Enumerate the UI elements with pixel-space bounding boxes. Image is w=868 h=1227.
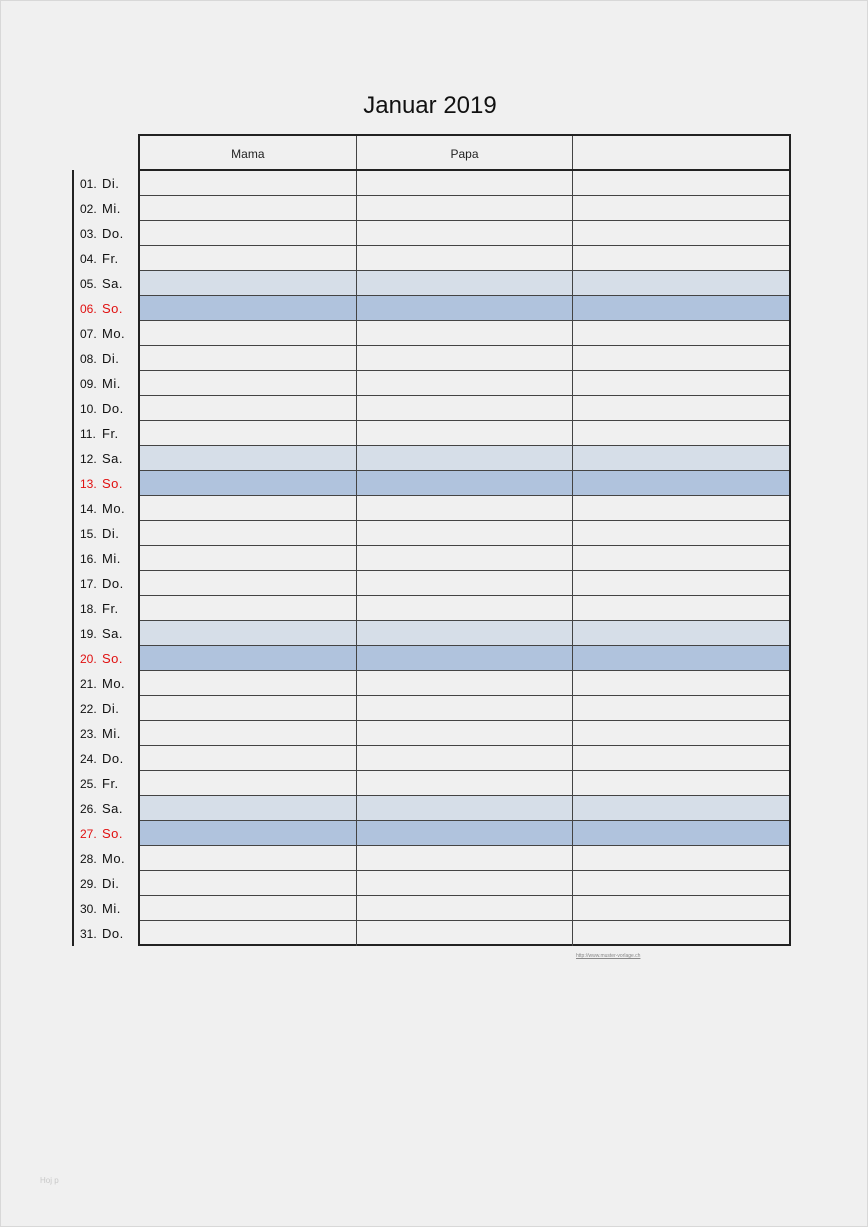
entry-cell[interactable] [357,421,574,445]
entry-cell[interactable] [140,496,357,520]
entry-cell[interactable] [140,571,357,595]
weekday-name: Do. [102,576,124,591]
entry-cell[interactable] [357,371,574,395]
calendar-row [140,546,789,571]
day-number: 10. [80,402,97,416]
calendar-row [140,821,789,846]
day-label [80,446,123,471]
weekday-name: Fr. [102,601,119,616]
weekday-name: Do. [102,401,124,416]
footer-link[interactable]: http://www.muster-vorlage.ch [576,953,641,959]
entry-cell[interactable] [140,696,357,720]
entry-cell[interactable] [357,396,574,420]
entry-cell[interactable] [357,871,574,895]
calendar-row [140,571,789,596]
entry-cell[interactable] [140,871,357,895]
day-number: 17. [80,577,97,591]
weekday-name: Fr. [102,251,119,266]
weekday-name: Mi. [102,201,121,216]
day-label [80,821,123,846]
weekday-name: Sa. [102,801,124,816]
calendar-row [140,396,789,421]
day-number: 15. [80,527,97,541]
calendar-row [140,196,789,221]
calendar-title: Januar 2019 [363,92,497,119]
column-header-empty [573,136,789,169]
day-number: 11. [80,427,96,441]
calendar-row [140,621,789,646]
entry-cell[interactable] [573,796,789,820]
day-number: 26. [80,802,97,816]
entry-cell[interactable] [140,246,357,270]
entry-cell[interactable] [357,796,574,820]
day-number: 28. [80,852,97,866]
calendar-row [140,921,789,946]
entry-cell[interactable] [140,471,357,495]
entry-cell[interactable] [357,571,574,595]
weekday-name: Do. [102,926,124,941]
weekday-name: So. [102,651,124,666]
day-number: 06. [80,302,97,316]
calendar-row [140,296,789,321]
entry-cell[interactable] [573,171,789,195]
day-number: 02. [80,202,97,216]
calendar-row [140,246,789,271]
day-label [80,546,121,571]
day-number: 05. [80,277,97,291]
entry-cell[interactable] [140,421,357,445]
day-label [80,396,124,421]
entry-cell[interactable] [357,446,574,470]
calendar-row [140,171,789,196]
day-label [80,696,119,721]
day-number: 30. [80,902,97,916]
day-label [80,171,119,196]
weekday-name: Do. [102,226,124,241]
entry-cell[interactable] [573,221,789,245]
day-label [80,921,124,946]
entry-cell[interactable] [573,321,789,345]
entry-cell[interactable] [573,571,789,595]
calendar-row [140,646,789,671]
entry-cell[interactable] [573,246,789,270]
calendar-row [140,671,789,696]
entry-cell[interactable] [140,321,357,345]
day-number: 22. [80,702,97,716]
weekday-name: Mo. [102,326,126,341]
day-number: 03. [80,227,97,241]
entry-cell[interactable] [357,521,574,545]
day-number: 23. [80,727,97,741]
entry-cell[interactable] [573,521,789,545]
weekday-name: Do. [102,751,124,766]
entry-cell[interactable] [140,596,357,620]
day-label [80,871,119,896]
weekday-name: So. [102,476,124,491]
entry-cell[interactable] [357,921,574,946]
entry-cell[interactable] [357,346,574,370]
day-label [80,321,125,346]
day-label [80,471,123,496]
entry-cell[interactable] [357,671,574,695]
entry-cell[interactable] [357,596,574,620]
day-number: 07. [80,327,97,341]
weekday-name: Mi. [102,901,121,916]
day-number: 09. [80,377,97,391]
entry-cell[interactable] [140,196,357,220]
entry-cell[interactable] [573,196,789,220]
day-number: 16. [80,552,97,566]
entry-cell[interactable] [573,496,789,520]
column-header-papa: Papa [357,136,574,169]
entry-cell[interactable] [573,346,789,370]
entry-cell[interactable] [140,521,357,545]
day-label [80,746,124,771]
day-number: 08. [80,352,97,366]
entry-cell[interactable] [140,921,357,946]
day-number: 18. [80,602,97,616]
day-number: 21. [80,677,97,691]
calendar-row [140,271,789,296]
calendar-grid [138,169,791,946]
entry-cell[interactable] [357,896,574,920]
entry-cell[interactable] [140,896,357,920]
entry-cell[interactable] [140,396,357,420]
entry-cell[interactable] [573,771,789,795]
entry-cell[interactable] [140,296,357,320]
column-header-row [138,134,791,169]
day-label [80,896,121,921]
entry-cell[interactable] [573,271,789,295]
weekday-name: Mi. [102,551,121,566]
entry-cell[interactable] [573,846,789,870]
day-label [80,496,125,521]
day-label [80,246,119,271]
day-number: 31. [80,927,97,941]
weekday-name: So. [102,826,124,841]
entry-cell[interactable] [357,746,574,770]
entry-cell[interactable] [357,546,574,570]
entry-cell[interactable] [357,321,574,345]
day-number: 13. [80,477,97,491]
day-label [80,196,121,221]
day-label [80,571,124,596]
entry-cell[interactable] [357,646,574,670]
entry-cell[interactable] [140,721,357,745]
entry-cell[interactable] [573,296,789,320]
calendar-row [140,896,789,921]
entry-cell[interactable] [573,471,789,495]
entry-cell[interactable] [140,646,357,670]
entry-cell[interactable] [573,821,789,845]
entry-cell[interactable] [140,346,357,370]
day-label [80,596,119,621]
calendar-row [140,321,789,346]
entry-cell[interactable] [573,446,789,470]
entry-cell[interactable] [357,821,574,845]
weekday-name: Mo. [102,676,126,691]
day-label [80,646,123,671]
entry-cell[interactable] [140,621,357,645]
day-number: 01. [80,177,97,191]
weekday-name: Mo. [102,851,126,866]
day-label [80,421,119,446]
entry-cell[interactable] [573,596,789,620]
calendar-row [140,421,789,446]
day-number: 25. [80,777,97,791]
entry-cell[interactable] [140,796,357,820]
column-header-mama: Mama [140,136,357,169]
entry-cell[interactable] [357,296,574,320]
entry-cell[interactable] [140,671,357,695]
weekday-name: Sa. [102,626,124,641]
calendar-row [140,346,789,371]
day-number: 14. [80,502,97,516]
calendar-row [140,796,789,821]
entry-cell[interactable] [140,221,357,245]
calendar-row [140,471,789,496]
weekday-name: Di. [102,701,120,716]
entry-cell[interactable] [357,621,574,645]
entry-cell[interactable] [140,371,357,395]
entry-cell[interactable] [357,196,574,220]
calendar-row [140,771,789,796]
day-label [80,771,119,796]
corner-mark: Hoj p [40,1176,59,1185]
calendar-row [140,371,789,396]
entry-cell[interactable] [357,171,574,195]
day-number: 19. [80,627,97,641]
entry-cell[interactable] [357,846,574,870]
entry-cell[interactable] [357,721,574,745]
weekday-name: Sa. [102,276,124,291]
entry-cell[interactable] [573,396,789,420]
day-label [80,521,119,546]
entry-cell[interactable] [573,546,789,570]
entry-cell[interactable] [573,721,789,745]
entry-cell[interactable] [357,271,574,295]
weekday-name: Di. [102,876,120,891]
entry-cell[interactable] [140,171,357,195]
entry-cell[interactable] [357,496,574,520]
weekday-name: Fr. [102,426,119,441]
day-number: 04. [80,252,97,266]
entry-cell[interactable] [140,821,357,845]
entry-cell[interactable] [140,846,357,870]
day-label [80,371,121,396]
left-rule [72,170,74,946]
calendar-row [140,696,789,721]
weekday-name: Di. [102,351,120,366]
entry-cell[interactable] [573,746,789,770]
entry-cell[interactable] [140,271,357,295]
entry-cell[interactable] [573,371,789,395]
day-label [80,296,123,321]
day-label [80,346,119,371]
entry-cell[interactable] [573,421,789,445]
entry-cell[interactable] [140,771,357,795]
weekday-name: Fr. [102,776,119,791]
weekday-name: Sa. [102,451,124,466]
entry-cell[interactable] [357,696,574,720]
day-number: 27. [80,827,97,841]
entry-cell[interactable] [573,871,789,895]
entry-cell[interactable] [357,246,574,270]
day-label [80,721,121,746]
calendar-row [140,721,789,746]
weekday-name: Di. [102,176,120,191]
calendar-row [140,446,789,471]
entry-cell[interactable] [573,696,789,720]
calendar-row [140,746,789,771]
entry-cell[interactable] [357,471,574,495]
calendar-row [140,496,789,521]
entry-cell[interactable] [573,921,789,946]
day-number: 29. [80,877,97,891]
weekday-name: Mi. [102,376,121,391]
day-number: 20. [80,652,97,666]
calendar-row [140,596,789,621]
day-label [80,671,125,696]
day-number: 12. [80,452,97,466]
calendar-row [140,846,789,871]
entry-cell[interactable] [573,896,789,920]
entry-cell[interactable] [357,771,574,795]
entry-cell[interactable] [573,621,789,645]
day-label [80,271,123,296]
weekday-name: Di. [102,526,120,541]
day-label [80,796,123,821]
weekday-name: So. [102,301,124,316]
calendar-row [140,221,789,246]
day-label [80,621,123,646]
entry-cell[interactable] [357,221,574,245]
calendar-row [140,521,789,546]
entry-cell[interactable] [573,646,789,670]
weekday-name: Mo. [102,501,126,516]
day-number: 24. [80,752,97,766]
entry-cell[interactable] [573,671,789,695]
entry-cell[interactable] [140,446,357,470]
calendar-row [140,871,789,896]
weekday-name: Mi. [102,726,121,741]
entry-cell[interactable] [140,546,357,570]
day-label [80,846,125,871]
entry-cell[interactable] [140,746,357,770]
day-label [80,221,124,246]
